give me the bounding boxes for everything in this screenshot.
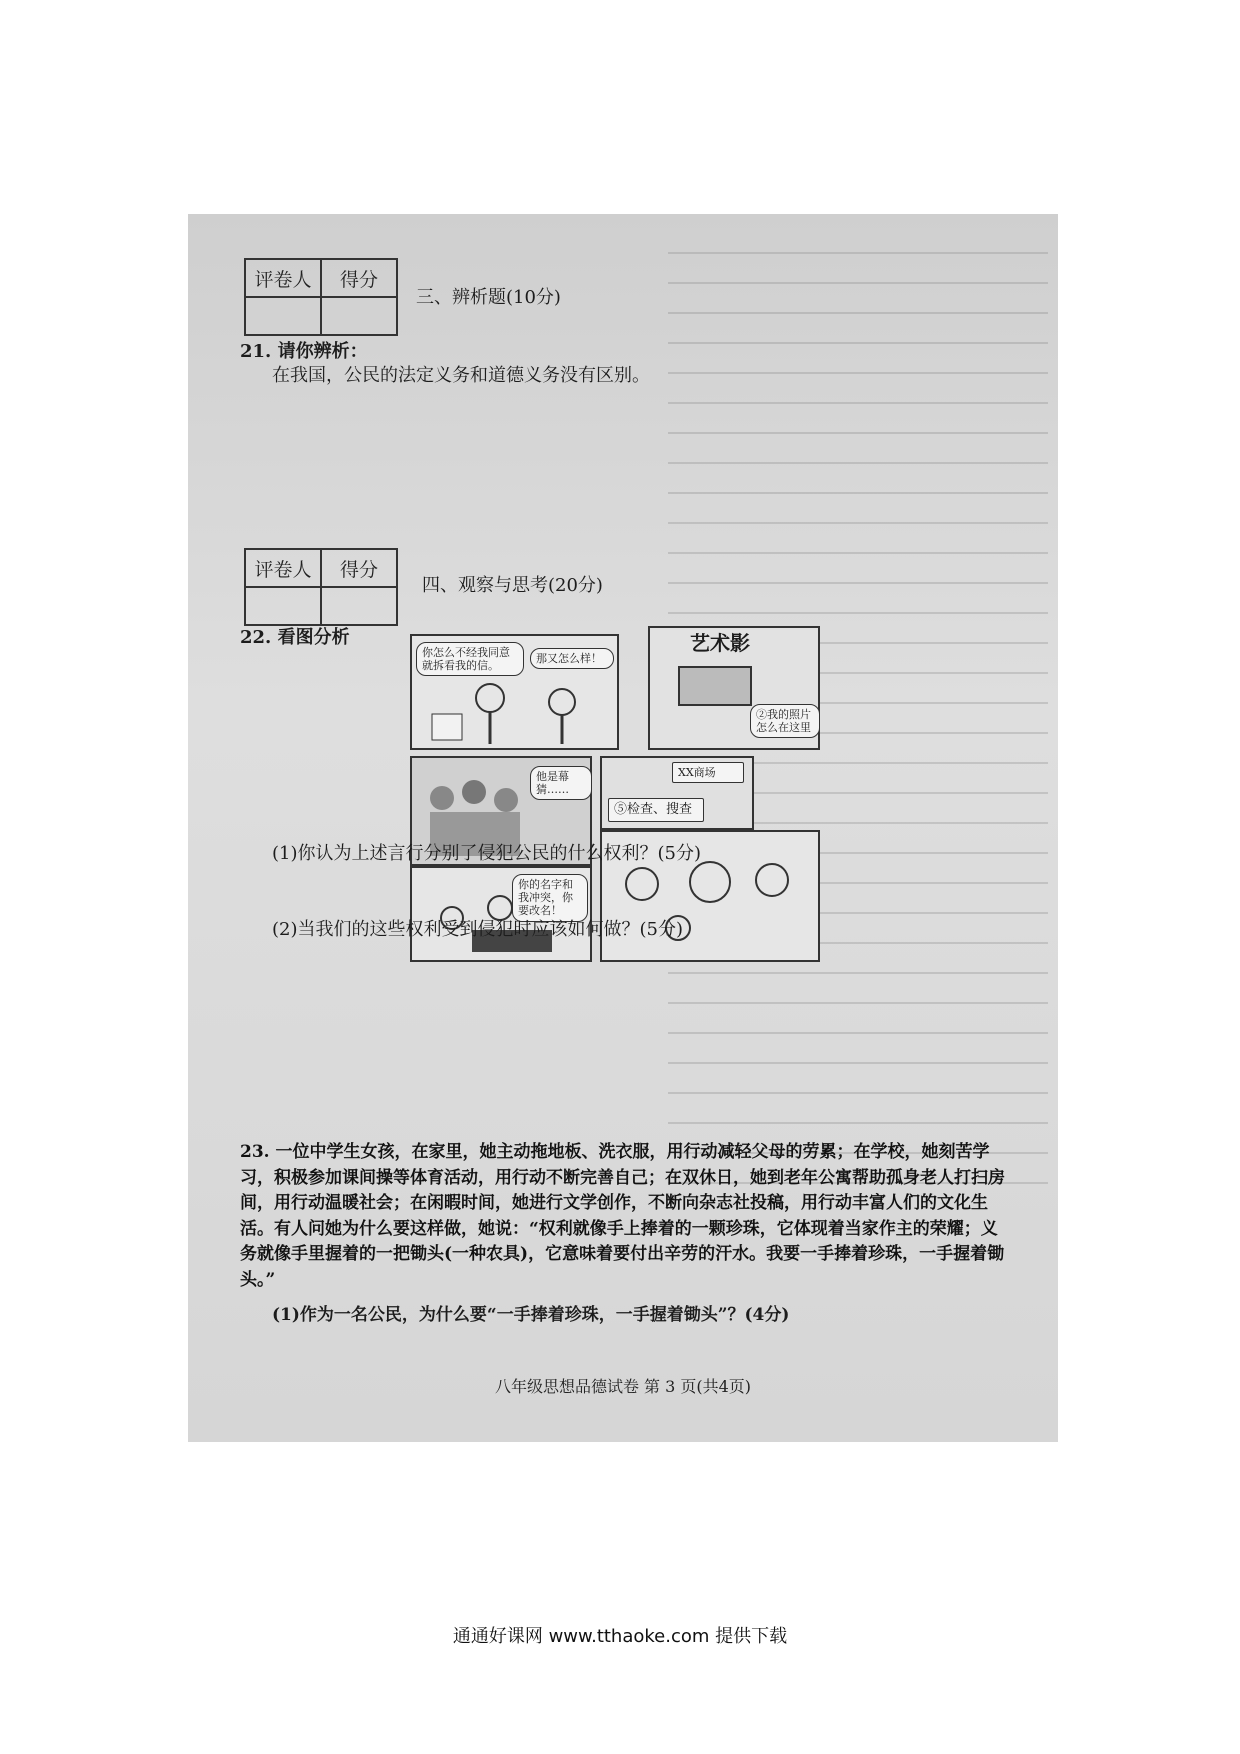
speech-bubble: 那又怎么样！: [530, 648, 614, 669]
cartoon-collage: [410, 631, 830, 964]
grader-cell: [245, 297, 321, 335]
cartoon-panel-search: [600, 756, 754, 830]
speech-bubble: 你怎么不经我同意就拆看我的信。: [416, 642, 524, 676]
page-footer: 八年级思想品德试卷 第 3 页(共4页): [494, 1377, 752, 1396]
grader-cell: [245, 587, 321, 625]
score-header: 得分: [321, 259, 397, 297]
office-illustration: [412, 868, 590, 960]
speech-bubble: 你的名字和我冲突，你要改名！: [512, 874, 588, 922]
q22-title: 22. 看图分析: [240, 627, 350, 648]
people-illustration: [412, 636, 617, 748]
section3-title: 三、辨析题(10分): [416, 287, 561, 308]
scanned-exam-page: [188, 214, 1058, 1442]
q23-sub1: (1)作为一名公民，为什么要“一手捧着珍珠，一手握着锄头”？(4分): [272, 1305, 790, 1325]
cartoon-panel-photo: [648, 626, 820, 750]
q23-text: 23. 一位中学生女孩，在家里，她主动拖地板、洗衣服，用行动减轻父母的劳累；在学校，她刻苦学习，积极参加课间操等体育活动，用行动不断完善自己；在双休日，她到老年公寓帮助孤身老人打扫房间，用行动温暖社会；在闲暇时间，她进行文学创作，不断向杂志社投稿，用行动丰富人们的文化生活。有人问她为什么要这样做，她说：“权利就像手上捧着的一颗珍珠，它体现着当家作主的荣耀；义务就像手里握着的一把锄头(一种农具)，它意味着要付出辛劳的汗水。我要一手捧着珍珠，一手握着锄头。”: [240, 1142, 1005, 1290]
site-footer: 通通好课网 www.tthaoke.com 提供下载: [452, 1626, 788, 1647]
q22-sub2: (2)当我们的这些权利受到侵犯时应该如何做？(5分): [272, 919, 683, 940]
score-table-section4: [244, 548, 398, 626]
studio-sign: 艺术影: [690, 631, 750, 655]
grader-header: 评卷人: [245, 549, 321, 587]
cartoon-panel-name: [410, 866, 592, 962]
score-cell: [321, 587, 397, 625]
grader-header: 评卷人: [245, 259, 321, 297]
photo-display-board: [678, 666, 752, 706]
q21-title: 21. 请你辨析：: [240, 341, 368, 362]
q21-text: 在我国，公民的法定义务和道德义务没有区别。: [272, 365, 650, 386]
search-caption: ⑤检查、搜查: [608, 798, 704, 822]
score-table-section3: [244, 258, 398, 336]
cartoon-panel-letter: [410, 634, 619, 750]
store-sign: XX商场: [672, 762, 744, 783]
score-cell: [321, 297, 397, 335]
speech-bubble: ②我的照片怎么在这里: [750, 704, 820, 738]
speech-bubble: 他是幕猜……: [530, 766, 592, 800]
score-header: 得分: [321, 549, 397, 587]
section4-title: 四、观察与思考(20分): [422, 575, 603, 596]
q22-sub1: (1)你认为上述言行分别了侵犯公民的什么权利？(5分): [272, 843, 701, 864]
